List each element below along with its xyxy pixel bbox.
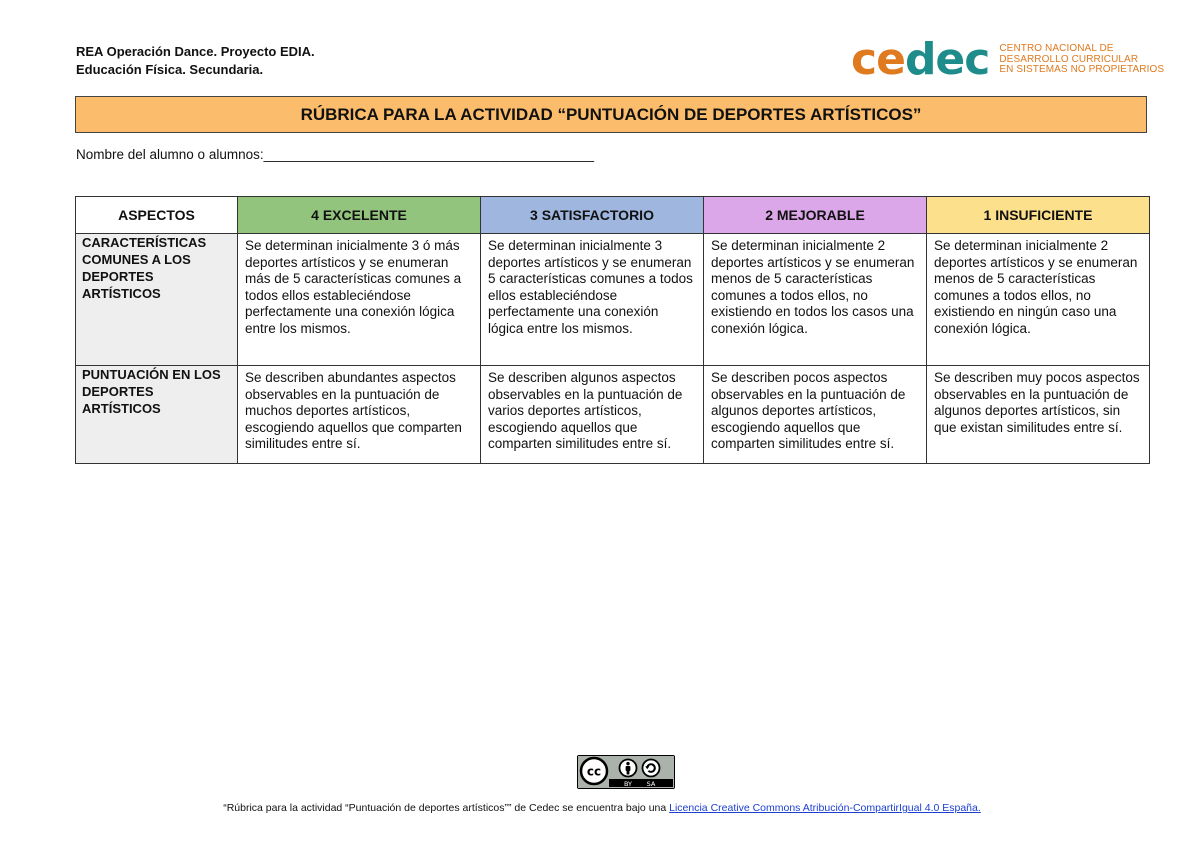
cc-icon xyxy=(581,758,607,784)
by-person-icon xyxy=(620,760,637,777)
sa-share-icon xyxy=(643,760,660,777)
header-project-line: REA Operación Dance. Proyecto EDIA. xyxy=(76,44,315,59)
document-header xyxy=(76,43,315,79)
header-excelente: 4 EXCELENTE xyxy=(238,197,481,234)
criterion-cell-satisfactorio: Se determinan inicialmente 3 deportes artísticos y se enumeran 5 características comunes a todos ellos estableciéndose perfectamente una conexión lógica entre los mismos. xyxy=(481,234,704,366)
criterion-cell-excelente: Se determinan inicialmente 3 ó más deportes artísticos y se enumeran más de 5 características comunes a todos ellos estableciéndose perfectamente una conexión lógica entre los mismos. xyxy=(238,234,481,366)
license-link[interactable]: Licencia Creative Commons Atribución-CompartirIgual 4.0 España. xyxy=(669,802,981,814)
criterion-cell-excelente: Se describen abundantes aspectos observables en la puntuación de muchos deportes artísticos, escogiendo aquellos que comparten similitudes entre sí. xyxy=(238,366,481,464)
criterion-cell-insuficiente: Se describen muy pocos aspectos observables en la puntuación de algunos deportes artísticos, sin que existan similitudes entre sí. xyxy=(927,366,1150,464)
criterion-cell-mejorable: Se describen pocos aspectos observables en la puntuación de algunos deportes artísticos, escogiendo aquellos que comparten similitudes entre sí. xyxy=(704,366,927,464)
rubric-row xyxy=(76,234,1150,366)
rubric-title: RÚBRICA PARA LA ACTIVIDAD “PUNTUACIÓN DE DEPORTES ARTÍSTICOS” xyxy=(75,96,1147,133)
cedec-logo xyxy=(851,34,1165,85)
aspect-cell: CARACTERÍSTICAS COMUNES A LOS DEPORTES ARTÍSTICOS xyxy=(76,234,238,366)
rubric-table xyxy=(75,196,1150,464)
cedec-logo-word: cedec xyxy=(851,34,990,85)
criterion-cell-satisfactorio: Se describen algunos aspectos observables en la puntuación de varios deportes artísticos, escogiendo aquellos que comparten similitudes entre sí. xyxy=(481,366,704,464)
aspect-cell: PUNTUACIÓN EN LOS DEPORTES ARTÍSTICOS xyxy=(76,366,238,464)
header-satisfactorio: 3 SATISFACTORIO xyxy=(481,197,704,234)
svg-text:SA: SA xyxy=(646,780,656,788)
license-footer xyxy=(0,802,1204,814)
rubric-header-row xyxy=(76,197,1150,234)
rubric-row xyxy=(76,366,1150,464)
header-insuficiente: 1 INSUFICIENTE xyxy=(927,197,1150,234)
student-name-line: Nombre del alumno o alumnos:____________________________________________ xyxy=(76,147,594,162)
header-subject-line: Educación Física. Secundaria. xyxy=(76,62,264,77)
criterion-cell-insuficiente: Se determinan inicialmente 2 deportes artísticos y se enumeran menos de 5 características comunes a todos ellos, no existiendo en ningún caso una conexión lógica. xyxy=(927,234,1150,366)
header-aspectos: ASPECTOS xyxy=(76,197,238,234)
criterion-cell-mejorable: Se determinan inicialmente 2 deportes artísticos y se enumeran menos de 5 características comunes a todos ellos, no existiendo en todos los casos una conexión lógica. xyxy=(704,234,927,366)
header-mejorable: 2 MEJORABLE xyxy=(704,197,927,234)
svg-text:BY: BY xyxy=(623,780,633,788)
cedec-logo-subtitle: CENTRO NACIONAL DE DESARROLLO CURRICULAR EN SISTEMAS NO PROPIETARIOS xyxy=(999,43,1165,76)
svg-text:cc: cc xyxy=(586,764,602,779)
license-footer-text: “Rúbrica para la actividad “Puntuación de deportes artísticos”” de Cedec se encuentra bajo una xyxy=(223,802,670,814)
cc-by-sa-badge[interactable] xyxy=(577,755,675,789)
